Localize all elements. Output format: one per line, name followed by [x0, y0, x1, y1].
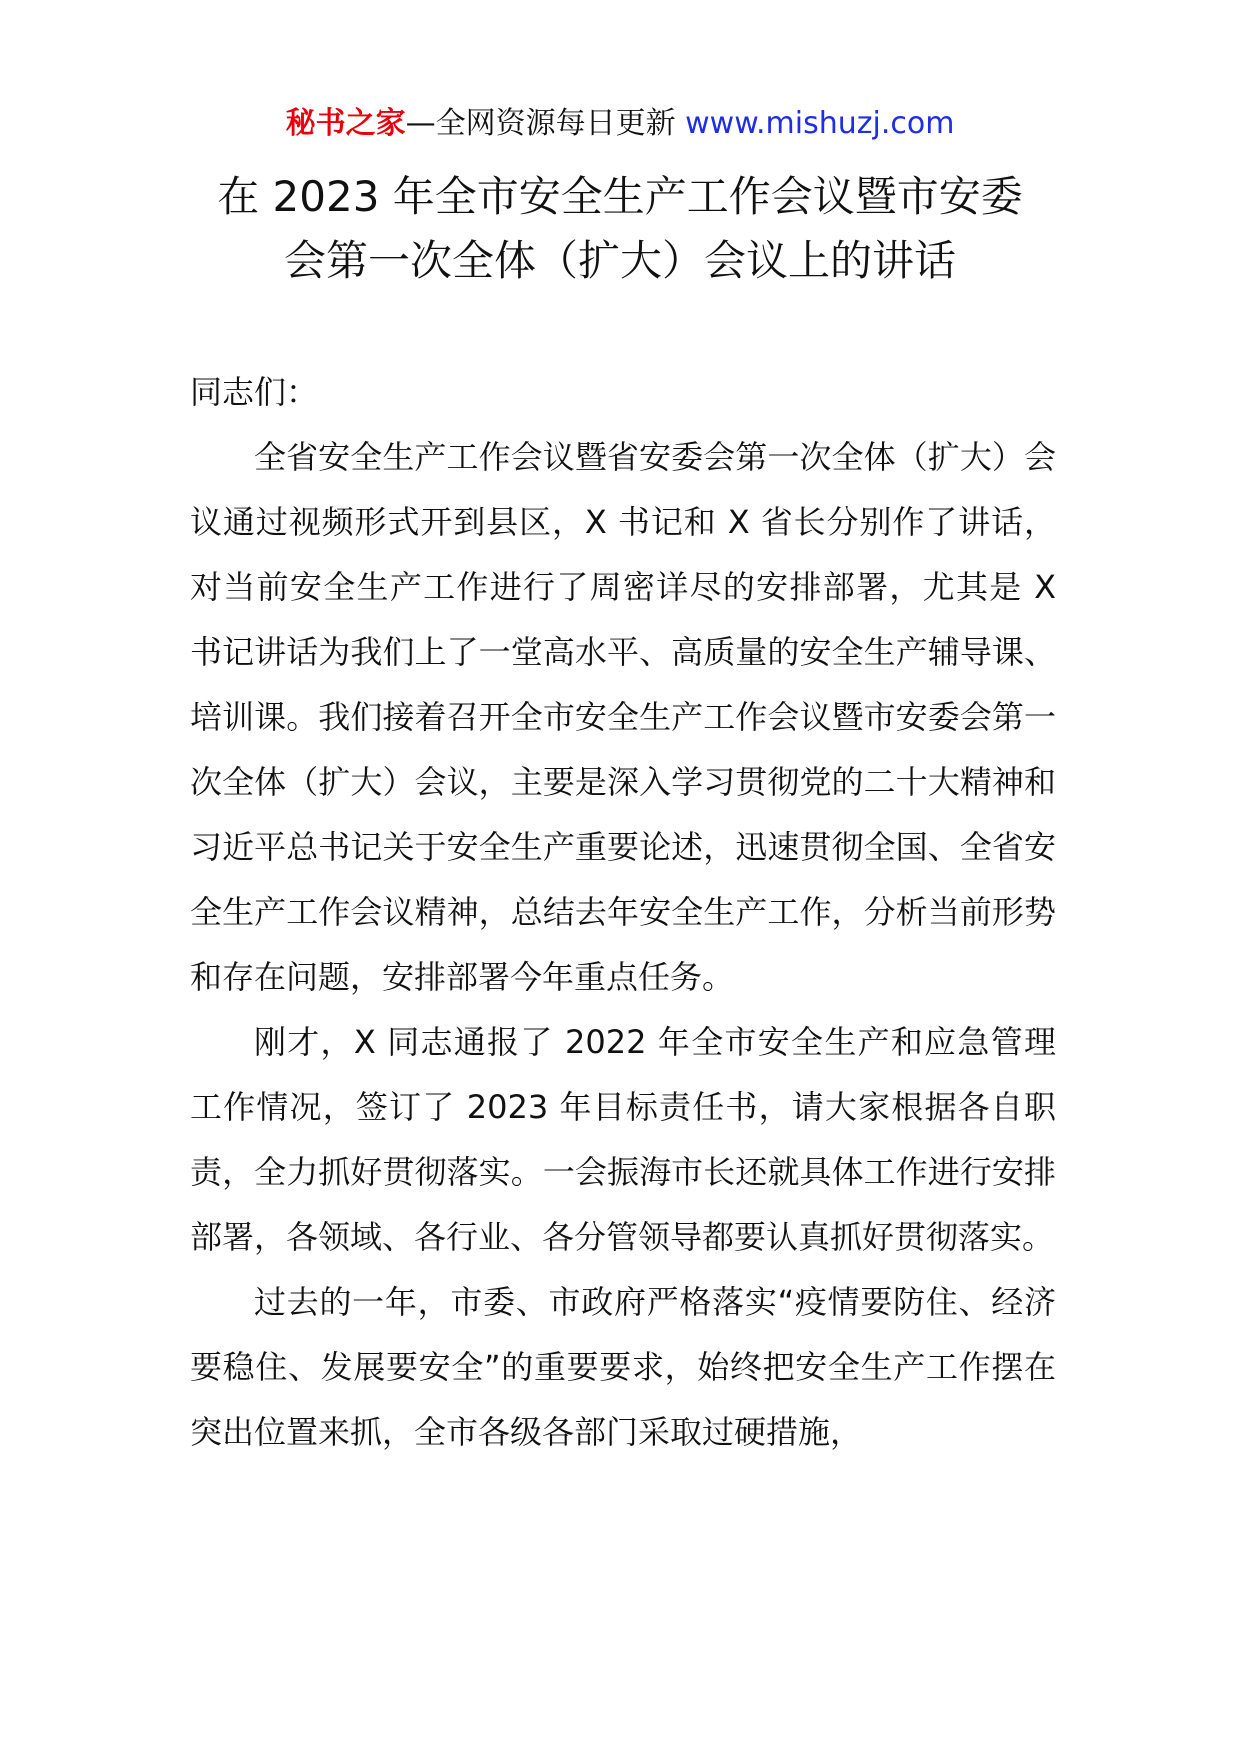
document-title: [150, 165, 1090, 293]
paragraph-3: 过去的一年，市委、市政府严格落实“疫情要防住、经济要稳住、发展要安全”的重要要求，始终把安全生产工作摆在突出位置来抓，全市各级各部门采取过硬措施，: [190, 1283, 1056, 1451]
document-body: [190, 360, 1056, 1465]
paragraph-1: 全省安全生产工作会议暨省安委会第一次全体（扩大）会议通过视频形式开到县区，X 书记和 X 省长分别作了讲话，对当前安全生产工作进行了周密详尽的安排部署，尤其是 X 书记讲话为我们上了一堂高水平、高质量的安全生产辅导课、培训课。我们接着召开全市安全生产工作会议暨市安委会第一次全体（扩大）会议，主要是深入学习贯彻党的二十大精神和习近平总书记关于安全生产重要论述，迅速贯彻全国、全省安全生产工作会议精神，总结去年安全生产工作，分析当前形势和存在问题，安排部署今年重点任务。: [190, 438, 1056, 996]
site-brand: 秘书之家: [285, 106, 406, 141]
title-line-1: 在 2023 年全市安全生产工作会议暨市安委: [217, 172, 1023, 221]
site-tagline: —全网资源每日更新: [405, 106, 676, 141]
site-header: [0, 102, 1240, 146]
site-url-link[interactable]: www.mishuzj.com: [685, 106, 955, 141]
title-line-2: 会第一次全体（扩大）会议上的讲话: [283, 236, 956, 285]
salutation: 同志们：: [190, 373, 319, 411]
paragraph-2: 刚才，X 同志通报了 2022 年全市安全生产和应急管理工作情况，签订了 2023 年目标责任书，请大家根据各自职责，全力抓好贯彻落实。一会振海市长还就具体工作进行安排部署，各领域、各行业、各分管领导都要认真抓好贯彻落实。: [190, 1023, 1056, 1256]
